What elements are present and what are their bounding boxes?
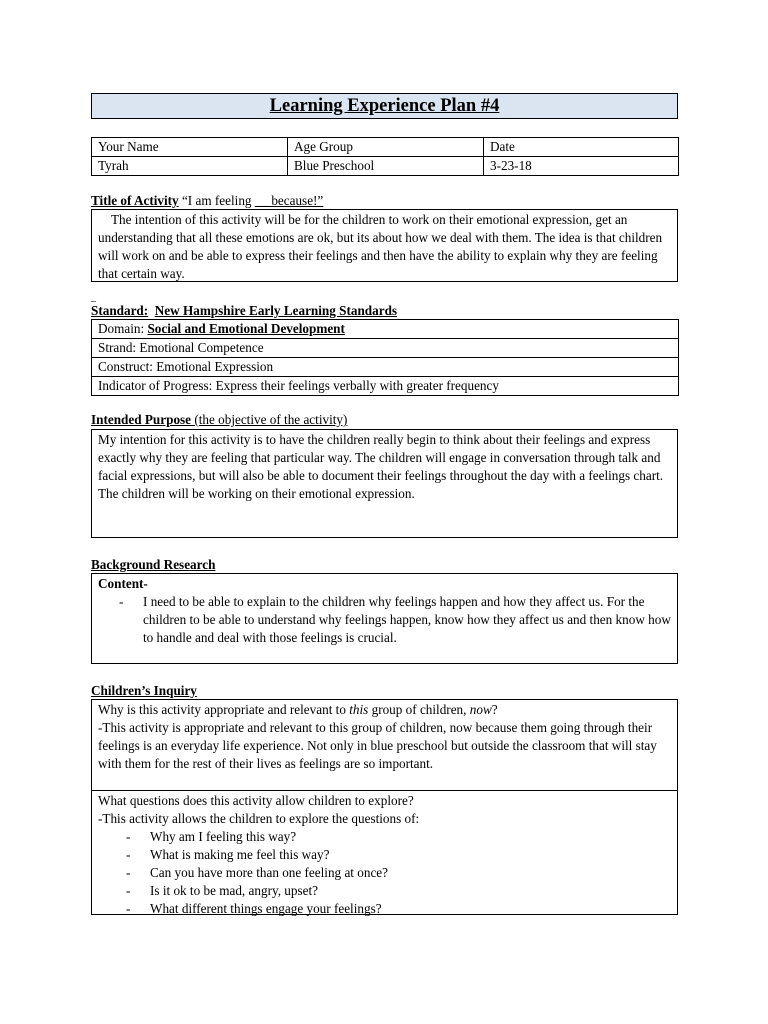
inquiry-answer-2: -This activity allows the children to explore the questions of: (98, 811, 420, 826)
activity-title-prefix: “I am feeling (178, 193, 255, 208)
indicator-prefix: Indicator of Progress: (98, 378, 216, 393)
inquiry-question-2: What questions does this activity allow children to explore? (98, 793, 414, 808)
construct-value: Emotional Expression (156, 359, 274, 374)
stray-mark: _ (91, 292, 96, 303)
list-item (98, 864, 671, 882)
standard-row-strand (92, 339, 679, 358)
info-header-row (92, 138, 679, 157)
info-header-name: Your Name (92, 138, 288, 157)
activity-description: The intention of this activity will be for the children to work on their emotional expression, get an understanding that all these emotions are ok, but its about how we deal with them. The idea is that children will work on and be able to express their feelings and then have the ability to explain why they are feeling that certain way. (98, 212, 663, 281)
standard-label: Standard: (91, 303, 149, 318)
question-item-text: What is making me feel this way? (150, 847, 330, 862)
list-dash: - (126, 865, 131, 880)
q1-now: now (469, 702, 492, 717)
inquiry-box-1 (91, 699, 678, 791)
standard-row-domain (92, 320, 679, 339)
activity-title-label: Title of Activity (91, 193, 179, 208)
inquiry-answer-1: -This activity is appropriate and relevant to this group of children, now because them going through their feelings is an everyday life experience. Not only in blue preschool but outside the classroom that will stay with them for the rest of their lives as feelings are so important. (98, 720, 657, 771)
q1-end: ? (491, 702, 498, 717)
purpose-note: (the objective of the activity) (191, 412, 348, 427)
background-box (91, 573, 678, 664)
purpose-heading (91, 411, 347, 429)
standard-table (91, 319, 679, 396)
q1-this: this (349, 702, 369, 717)
purpose-box (91, 429, 678, 538)
list-dash: - (126, 829, 131, 844)
standard-line (91, 302, 397, 320)
inquiry-heading: Children’s Inquiry (91, 683, 197, 698)
standard-row-indicator (92, 377, 679, 396)
question-item-text: What different things engage your feelings? (150, 901, 382, 916)
background-item-text: I need to be able to explain to the children why feelings happen and how they affect us. For the children to be able to understand why feelings happen, know how they affect us and then know how to handle and deal with those feelings is crucial. (143, 594, 671, 645)
list-dash: - (119, 594, 124, 609)
activity-description-box (91, 209, 678, 282)
activity-title-line (91, 192, 323, 210)
domain-value: Social and Emotional Development (147, 321, 345, 336)
document-title: Learning Experience Plan #4 (91, 93, 678, 119)
list-item (98, 828, 671, 846)
activity-title-suffix: because!” (268, 193, 324, 208)
inquiry-question-list (98, 828, 671, 918)
list-dash: - (126, 883, 131, 898)
standard-name: New Hampshire Early Learning Standards (154, 303, 398, 318)
q1-start: Why is this activity appropriate and relevant to (98, 702, 350, 717)
info-header-date: Date (484, 138, 679, 157)
indicator-value: Express their feelings verbally with greater frequency (215, 378, 499, 393)
content-label: Content- (98, 576, 148, 591)
list-item (98, 900, 671, 918)
strand-prefix: Strand: (98, 340, 140, 355)
info-value-name: Tyrah (92, 157, 288, 176)
construct-prefix: Construct: (98, 359, 157, 374)
question-item-text: Is it ok to be mad, angry, upset? (150, 883, 318, 898)
info-table (91, 137, 679, 176)
purpose-text: My intention for this activity is to have the children really begin to think about their feelings and express exactly why they are feeling that particular way. The children will engage in conversation through talk and facial expressions, but will also be able to document their feelings throughout the day with a feelings chart. The children will be working on their emotional expression. (98, 432, 664, 501)
background-heading: Background Research (91, 557, 216, 572)
list-dash: - (126, 847, 131, 862)
question-item-text: Can you have more than one feeling at once? (150, 865, 389, 880)
list-dash: - (126, 901, 131, 916)
purpose-label: Intended Purpose (91, 412, 192, 427)
inquiry-box-2 (91, 790, 678, 915)
background-list (98, 593, 671, 647)
inquiry-question-1 (98, 701, 671, 719)
domain-prefix: Domain: (98, 321, 148, 336)
standard-row-construct (92, 358, 679, 377)
list-item (98, 882, 671, 900)
strand-value: Emotional Competence (139, 340, 264, 355)
info-value-date: 3-23-18 (484, 157, 679, 176)
question-item-text: Why am I feeling this way? (150, 829, 297, 844)
list-item (98, 846, 671, 864)
q1-mid: group of children, (368, 702, 470, 717)
info-header-age: Age Group (288, 138, 484, 157)
activity-title-blank: __ (254, 193, 269, 208)
info-value-age: Blue Preschool (288, 157, 484, 176)
info-value-row (92, 157, 679, 176)
list-item (98, 593, 671, 647)
